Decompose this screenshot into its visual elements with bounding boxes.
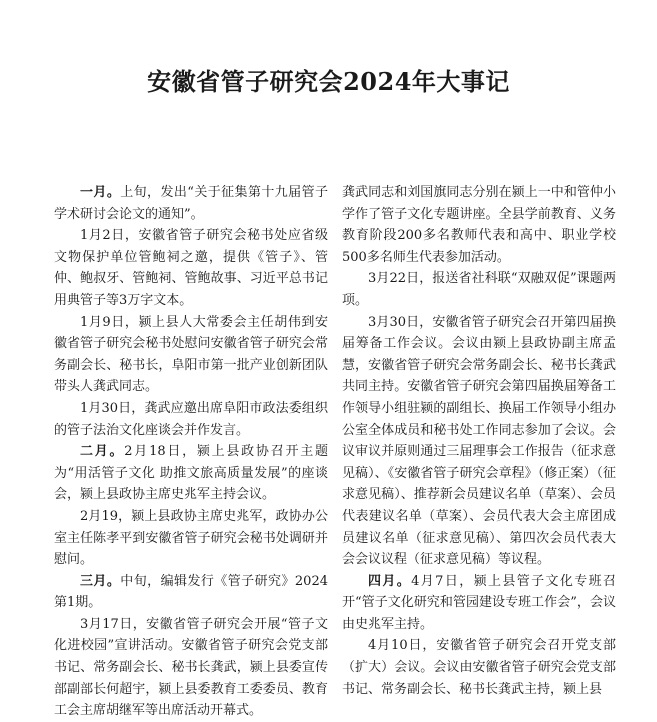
left-column [54,182,328,722]
month-heading: 二月。 [80,444,125,460]
month-heading: 一月。 [80,185,121,200]
month-heading: 四月。 [368,573,412,589]
entry-text: 2月19，颍上县政协主席史兆军，政协办公室主任陈孝平到安徽省管子研究会秘书处调研并慰问。 [54,508,328,568]
right-column [342,182,616,700]
entry-paragraph [342,571,616,636]
entry-paragraph [54,312,328,398]
entry-paragraph-continued [342,182,616,268]
entry-text: 2月18日，颍上县政协召开主题为“用活管子文化 助推文旅高质量发展”的座谈会，颍上县政协主席史兆军主持会议。 [54,444,328,503]
entry-paragraph [54,398,328,441]
entry-text: 1月2日，安徽省管子研究会秘书处应省级文物保护单位管鲍祠之邀，提供《管子》、管仲、鲍叔牙、管鲍祠、管鲍故事、习近平总书记用典管子等3万字文本。 [54,228,328,308]
entry-text: 1月30日，龚武应邀出席阜阳市政法委组织的管子法治文化座谈会并作发言。 [54,400,328,438]
entry-paragraph [54,182,328,225]
entry-paragraph [54,506,328,571]
entry-paragraph [342,268,616,311]
entry-text: 3月22日，报送省社科联“双融双促”课题两项。 [342,271,616,308]
entry-text: 龚武同志和刘国旗同志分别在颍上一中和管仲小学作了管子文化专题讲座。全县学前教育、义务教育阶段200多名教师代表和高中、职业学校500多名师生代表参加活动。 [342,185,616,265]
entry-text: 中旬，编辑发行《管子研究》2024第1期。 [54,573,328,611]
month-heading: 三月。 [80,573,121,589]
entry-paragraph [54,225,328,311]
entry-text: 上旬，发出“关于征集第十九届管子学术研讨会论文的通知”。 [54,185,328,222]
entry-text: 1月9日，颍上县人大常委会主任胡伟到安徽省管子研究会秘书处慰问安徽省管子研究会常务副会长、秘书长，阜阳市第一批产业创新团队带头人龚武同志。 [54,314,328,395]
entry-paragraph [54,571,328,614]
entry-paragraph [342,635,616,700]
entry-text: 4月10日，安徽省管子研究会召开党支部（扩大）会议。会议由安徽省管子研究会党支部书记、常务副会长、秘书长龚武主持，颍上县 [342,638,616,697]
entry-text: 3月17日，安徽省管子研究会开展“管子文化进校园”宣讲活动。安徽省管子研究会党支部书记、常务副会长、秘书长龚武，颍上县委宣传部副部长何超宇，颍上县委教育工委委员、教育工会主席胡继军等出席活动开幕式。 [54,616,328,719]
entry-text: 3月30日，安徽省管子研究会召开第四届换届筹备工作会议。会议由颍上县政协副主席孟慧，安徽省管子研究会常务副会长、秘书长龚武共同主持。安徽省管子研究会第四届换届筹备工作领导小组驻颍的副组长、换届工作领导小组办公室全体成员和秘书处工作同志参加了会议。会议审议并原则通过三届理事会工作报告（征求意见稿）、《安徽省管子研究会章程》（修正案）（征求意见稿）、推荐新会员建议名单（草案）、会员代表建议名单（草案）、会员代表大会主席团成员建议名单（征求意见稿）、第四次会员代表大会会议议程（征求意见稿）等议程。 [342,314,616,568]
entry-text: 4月7日，颍上县管子文化专班召开“管子文化研究和管园建设专班工作会”，会议由史兆军主持。 [342,573,616,632]
entry-paragraph [54,441,328,506]
page-title: 安徽省管子研究会2024年大事记 [147,67,510,96]
entry-paragraph [342,312,616,571]
entry-paragraph [54,614,328,722]
